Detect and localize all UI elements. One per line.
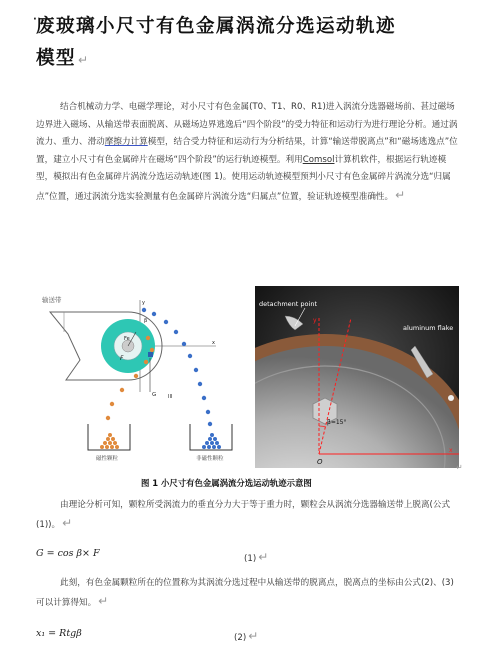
equation-2-number-text: (2): [234, 633, 247, 643]
return-mark-icon: ↵: [258, 550, 269, 564]
magnetic-bin-pile: [100, 433, 119, 449]
force-label-g: G: [152, 392, 157, 398]
angle-label: β=15°: [327, 419, 347, 426]
return-mark-icon: ↵: [395, 187, 406, 202]
equation-2: [36, 628, 82, 639]
origin-label: O: [317, 458, 323, 466]
heading-bullet: ·: [33, 14, 37, 25]
title-line-2-text: 模型: [36, 48, 77, 69]
paragraph-1-text-c: 计算机软件，根据运行轨迹模型，模拟出有色金属碎片涡流分选运动轨迹(图 1)。使用运动轨迹模型预判小尺寸有色金属碎片涡流分选“归属点”位置，通过涡流分选实验测量有色金属碎片涡流分选“归属点”位置，验证轨迹模型准确性。: [36, 154, 451, 202]
paragraph-3-text: 此刻，有色金属颗粒所在的位置称为其涡流分选过程中从输送带的脱离点，脱离点的坐标由公式(2)、(3)可以计算得知。: [36, 578, 454, 608]
magnetic-bin: [88, 424, 130, 450]
nonmagnetic-bin-label: 非磁性颗粒: [196, 456, 224, 462]
document-title: [36, 14, 466, 73]
region-label-iii: III: [168, 394, 173, 400]
return-mark-icon: ↵: [98, 593, 109, 608]
equation-2-number: [234, 629, 258, 643]
angle-label-beta: β: [144, 318, 148, 324]
figure-caption-text: 图 1 小尺寸有色金属涡流分选运动轨迹示意图: [141, 478, 312, 488]
particle-marker: [148, 352, 153, 357]
trajectory-schematic-figure: [40, 292, 245, 464]
return-mark-icon: ↵: [62, 515, 73, 530]
paragraph-1-text-b: 模型，结合受力特征和运动行为分析结果，计算“输送带脱离点”和“磁场逃逸点”位置，建立小尺寸有色金属碎片在磁场“四个阶段”的运行轨迹模型。利用: [36, 137, 458, 165]
paragraph-1-comsol-term: Comsol: [302, 154, 335, 165]
figure-caption: [141, 477, 312, 489]
equation-1-number: [244, 550, 268, 564]
nonmagnetic-bin-pile: [202, 433, 221, 449]
force-label-f: F: [120, 355, 124, 362]
force-label-fe: Fe: [124, 336, 130, 342]
equation-2-formula: x₁ = Rtgβ: [36, 628, 82, 639]
title-line-1: 废玻璃小尺寸有色金属涡流分选运动轨迹: [36, 16, 397, 37]
return-mark-icon: ↵: [248, 629, 259, 643]
axis-label-x: x: [212, 340, 215, 346]
paragraph-1-underlined-term: 摩擦力计算: [104, 137, 148, 148]
paragraph-2: [36, 497, 460, 534]
axis-x-label: x: [449, 447, 453, 454]
return-mark-icon: ↵: [456, 463, 463, 472]
detachment-point-label: detachment point: [259, 300, 317, 308]
nonmagnetic-bin: [190, 424, 232, 450]
paragraph-3: [36, 575, 460, 612]
axis-label-y: y: [142, 300, 145, 306]
nonmagnetic-particle-trajectory: [142, 308, 212, 426]
belt-label: 输送带: [42, 296, 62, 304]
equation-1: [36, 548, 100, 559]
experiment-photo-figure: [255, 286, 459, 468]
aluminum-flake-label: aluminum flake: [403, 324, 454, 332]
flake-dot: [448, 395, 454, 401]
axis-y-label: y: [313, 317, 317, 324]
paragraph-1-text-a: 结合机械动力学、电磁学理论，对小尺寸有色金属(T0、T1、R0、R1)进入涡流分选器磁场前、甚过磁场边界进入磁场、从输送带表面脱离、从磁场边界逃逸后“四个阶段”的受力特征和运动行为进行理论分析。通过涡流力、重力、滑动: [36, 102, 458, 148]
equation-1-formula: G = cos β× F: [36, 548, 100, 559]
paragraph-2-text: 由理论分析可知，颗粒所受涡流力的垂直分力大于等于重力时，颗粒会从涡流分选器输送带上脱离(公式(1))。: [36, 500, 451, 530]
paragraph-1: [36, 99, 460, 207]
return-mark-icon: ↵: [78, 53, 90, 67]
equation-1-number-text: (1): [244, 554, 257, 564]
magnetic-bin-label: 磁性颗粒: [96, 456, 119, 462]
title-line-2: [36, 46, 466, 73]
